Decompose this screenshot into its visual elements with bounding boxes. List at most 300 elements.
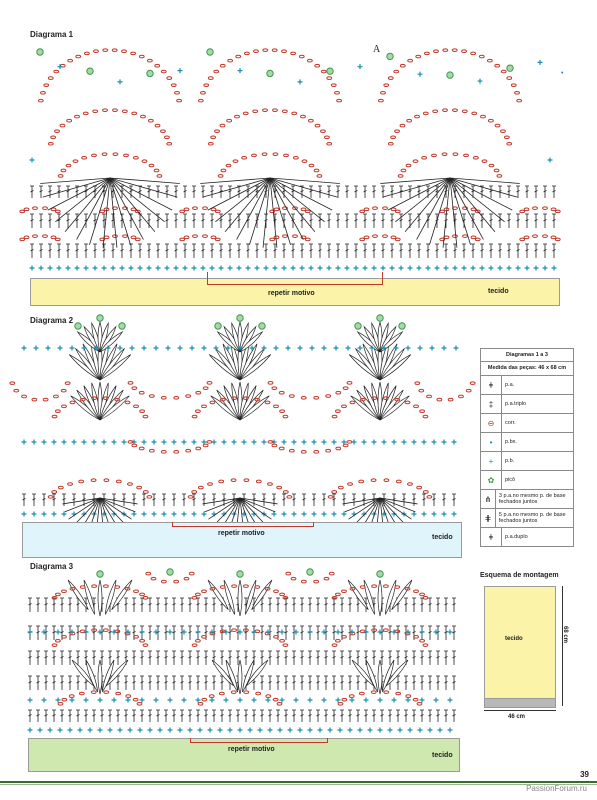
chain-mark: [395, 238, 400, 241]
diagram-2-repeat-bracket: [172, 522, 314, 527]
single-crochet-mark: [48, 728, 53, 733]
single-crochet-mark: [118, 79, 123, 84]
treble-stitch-mark: [399, 244, 403, 258]
fan-stitch-mark: [48, 178, 110, 210]
single-crochet-mark: [112, 698, 117, 703]
chain-mark: [203, 207, 208, 210]
single-crochet-mark: [298, 79, 303, 84]
single-crochet-mark: [22, 440, 27, 445]
chain-mark: [324, 136, 329, 139]
treble-stitch-mark: [428, 598, 432, 612]
treble-stitch-mark: [174, 244, 178, 258]
fan-stitch-mark: [55, 178, 110, 222]
chain-mark: [475, 238, 480, 241]
single-crochet-mark: [58, 728, 63, 733]
chain-mark: [48, 77, 53, 80]
chain-mark: [497, 175, 502, 178]
chain-mark: [289, 395, 294, 398]
chain-mark: [501, 70, 506, 73]
treble-stitch-mark: [420, 598, 424, 612]
single-crochet-mark: [178, 346, 183, 351]
treble-stitch-mark: [76, 626, 80, 640]
treble-stitch-mark: [412, 651, 416, 665]
treble-stitch-icon: ǂ: [481, 376, 502, 394]
treble-stitch-mark: [201, 186, 205, 198]
treble-stitch-mark: [28, 651, 32, 665]
treble-stitch-mark: [336, 186, 340, 198]
chain-mark: [58, 703, 63, 706]
chain-mark: [265, 401, 270, 404]
treble-stitch-mark: [228, 651, 232, 665]
treble-stitch-mark: [452, 598, 456, 612]
chain-mark: [61, 169, 66, 172]
treble-stitch-mark: [183, 214, 187, 228]
chain-mark: [55, 410, 60, 413]
treble-stitch-mark: [432, 494, 436, 506]
diagram-2-chart: [10, 315, 475, 536]
treble-stitch-mark: [435, 244, 439, 258]
picot-mark: [377, 315, 383, 321]
chain-mark: [161, 130, 166, 133]
treble-stitch-mark: [284, 651, 288, 665]
treble-stitch-mark: [480, 244, 484, 258]
chain-mark: [253, 110, 258, 113]
single-crochet-mark: [390, 266, 395, 271]
chain-mark: [515, 91, 520, 94]
chain-mark: [381, 91, 386, 94]
diagram-1-title: Diagrama 1: [30, 30, 74, 39]
treble-stitch-mark: [498, 214, 502, 228]
single-crochet-mark: [202, 346, 207, 351]
treble-stitch-mark: [116, 676, 120, 690]
chain-mark: [373, 207, 378, 210]
single-crochet-mark: [30, 158, 35, 163]
fan-stitch-mark: [215, 178, 270, 222]
treble-stitch-mark: [327, 244, 331, 258]
single-crochet-mark: [435, 266, 440, 271]
chain-mark: [289, 449, 294, 452]
treble-stitch-mark: [44, 710, 48, 722]
chain-mark: [128, 382, 133, 385]
treble-stitch-mark: [345, 244, 349, 258]
chain-mark: [157, 175, 162, 178]
chain-mark: [102, 153, 107, 156]
treble-stitch-mark: [272, 494, 276, 506]
treble-stitch-mark: [108, 710, 112, 722]
picot-mark: [37, 49, 43, 55]
treble-stitch-mark: [318, 244, 322, 258]
treble-stitch-mark: [417, 186, 421, 198]
single-crochet-mark: [548, 158, 553, 163]
treble-stitch-mark: [148, 598, 152, 612]
legend-label: 3 p.a.no mesmo p. de base fechados juntos: [498, 493, 566, 505]
single-crochet-mark: [362, 440, 367, 445]
chain-mark: [193, 235, 198, 238]
chain-mark: [220, 124, 225, 127]
chain-mark: [422, 156, 427, 159]
chain-mark: [134, 590, 139, 593]
treble-stitch-mark: [516, 186, 520, 198]
single-crochet-mark: [148, 728, 153, 733]
chain-mark: [137, 486, 142, 489]
chain-mark: [342, 590, 347, 593]
chain-mark: [48, 496, 53, 499]
treble-stitch-mark: [92, 651, 96, 665]
picot-mark: [147, 70, 153, 76]
treble-stitch-mark: [436, 651, 440, 665]
single-crochet-mark: [420, 698, 425, 703]
chain-mark: [280, 639, 285, 642]
single-crochet-mark: [406, 698, 411, 703]
chain-mark: [211, 136, 216, 139]
treble-stitch-mark: [292, 710, 296, 722]
chain-mark: [335, 639, 340, 642]
treble-stitch-mark: [52, 710, 56, 722]
treble-stitch-mark: [68, 710, 72, 722]
single-crochet-mark: [268, 728, 273, 733]
single-crochet-mark: [288, 728, 293, 733]
single-crochet-mark: [282, 512, 287, 517]
treble-stitch-mark: [308, 676, 312, 690]
chain-mark: [126, 695, 131, 698]
single-crochet-mark: [165, 266, 170, 271]
chain-mark: [104, 691, 109, 694]
treble-stitch-mark: [268, 676, 272, 690]
treble-stitch-mark: [188, 651, 192, 665]
treble-stitch-mark: [252, 710, 256, 722]
chain-mark: [464, 154, 469, 157]
treble-stitch-mark: [308, 598, 312, 612]
treble-stitch-mark: [436, 676, 440, 690]
single-crochet-mark: [232, 440, 237, 445]
chain-mark: [62, 698, 67, 701]
chain-mark: [242, 156, 247, 159]
treble-stitch-mark: [282, 244, 286, 258]
chain-mark: [443, 109, 448, 112]
treble-stitch-mark: [180, 651, 184, 665]
chain-mark: [132, 444, 137, 447]
chain-mark: [360, 238, 365, 241]
single-crochet-mark: [273, 266, 278, 271]
chain-mark: [207, 441, 212, 444]
treble-stitch-mark: [336, 244, 340, 258]
single-crochet-mark: [538, 60, 543, 65]
chain-mark: [315, 124, 320, 127]
single-crochet-mark: [255, 266, 260, 271]
treble-stitch-mark: [372, 651, 376, 665]
treble-stitch-mark: [356, 710, 360, 722]
chain-mark: [244, 52, 249, 55]
treble-stitch-mark: [148, 710, 152, 722]
single-crochet-mark: [118, 346, 123, 351]
single-crochet-mark: [154, 346, 159, 351]
chain-mark: [177, 99, 182, 102]
scheme-height-dimension: [562, 586, 563, 706]
chain-mark: [324, 577, 329, 580]
single-crochet-mark: [430, 346, 435, 351]
single-crochet-mark: [168, 630, 173, 635]
chain-mark: [61, 389, 66, 392]
treble-stitch-mark: [188, 626, 192, 640]
single-crochet-mark: [318, 728, 323, 733]
chain-mark: [307, 59, 312, 62]
treble-stitch-mark: [534, 186, 538, 198]
single-crochet-mark: [480, 266, 485, 271]
single-crochet-mark: [214, 346, 219, 351]
chain-mark: [398, 175, 403, 178]
chain-mark: [359, 480, 364, 483]
treble-stitch-mark: [516, 244, 520, 258]
diagram-3-repeat-label: repetir motivo: [228, 746, 275, 753]
chain-mark: [420, 593, 425, 596]
cluster-5-icon: ⋕: [481, 509, 496, 527]
chain-mark: [43, 235, 48, 238]
treble-stitch-mark: [282, 494, 286, 506]
treble-stitch-mark: [412, 598, 416, 612]
treble-stitch-mark: [204, 676, 208, 690]
treble-stitch-mark: [183, 244, 187, 258]
treble-stitch-mark: [132, 651, 136, 665]
footer-rule-thin: [0, 784, 597, 785]
double-treble-icon: ǂ: [481, 528, 502, 546]
chain-mark: [255, 586, 260, 589]
single-crochet-mark: [478, 79, 483, 84]
treble-stitch-mark: [268, 651, 272, 665]
chain-mark: [301, 396, 306, 399]
treble-stitch-mark: [345, 186, 349, 198]
chain-mark: [444, 236, 449, 239]
chain-mark: [329, 572, 334, 575]
chain-mark: [272, 387, 277, 390]
treble-stitch-mark: [292, 598, 296, 612]
chain-mark: [287, 496, 292, 499]
scheme-title: Esquema de montagem: [480, 572, 559, 579]
chain-mark: [161, 451, 166, 454]
legend-row: [481, 395, 573, 414]
treble-stitch-mark: [324, 651, 328, 665]
treble-stitch-mark: [292, 494, 296, 506]
chain-mark: [343, 387, 348, 390]
chain-mark: [424, 52, 429, 55]
treble-stitch-mark: [164, 626, 168, 640]
single-crochet-mark: [92, 440, 97, 445]
treble-stitch-mark: [291, 244, 295, 258]
chain-mark: [383, 629, 388, 632]
treble-stitch-mark: [188, 676, 192, 690]
treble-stitch-mark: [428, 710, 432, 722]
single-crochet-mark: [130, 346, 135, 351]
cluster-mark: [378, 660, 382, 694]
single-crochet-mark: [222, 512, 227, 517]
single-crochet-mark: [336, 266, 341, 271]
single-crochet-mark: [286, 346, 291, 351]
chain-mark: [314, 451, 319, 454]
single-crochet-mark: [408, 266, 413, 271]
treble-stitch-mark: [30, 214, 34, 228]
treble-stitch-mark: [196, 710, 200, 722]
single-crochet-mark: [363, 266, 368, 271]
chain-mark: [198, 99, 203, 102]
treble-stitch-mark: [444, 676, 448, 690]
single-crochet-mark: [292, 440, 297, 445]
chain-mark: [551, 236, 556, 239]
single-crochet-mark: [208, 728, 213, 733]
chain-mark: [202, 698, 207, 701]
chain-mark: [73, 160, 78, 163]
single-crochet-mark: [453, 266, 458, 271]
chain-mark: [487, 59, 492, 62]
chain-mark: [231, 691, 236, 694]
single-crochet-mark: [196, 630, 201, 635]
chain-mark: [395, 130, 400, 133]
single-crochet-mark: [210, 266, 215, 271]
scheme-width-dimension: [484, 710, 556, 711]
single-crochet-mark: [308, 728, 313, 733]
chain-mark: [327, 142, 332, 145]
chain-mark: [488, 119, 493, 122]
chain-mark: [79, 692, 84, 695]
chain-mark: [342, 698, 347, 701]
footer-rule: [0, 781, 597, 783]
treble-stitch-mark: [28, 676, 32, 690]
chain-mark: [423, 415, 428, 418]
single-crochet-mark: [156, 266, 161, 271]
chain-mark: [132, 112, 137, 115]
single-crochet-mark: [84, 698, 89, 703]
diagram-1-chart: [20, 49, 560, 271]
fan-stitch-mark: [208, 178, 270, 210]
treble-stitch-mark: [444, 651, 448, 665]
treble-stitch-mark: [428, 676, 432, 690]
treble-stitch-mark: [140, 710, 144, 722]
single-crochet-mark: [172, 512, 177, 517]
treble-stitch-mark: [388, 651, 392, 665]
chain-mark: [174, 451, 179, 454]
treble-stitch-mark: [84, 244, 88, 258]
single-crochet-mark: [152, 440, 157, 445]
treble-stitch-mark: [210, 214, 214, 228]
chain-mark: [372, 585, 377, 588]
chain-mark: [189, 572, 194, 575]
single-crochet-mark: [142, 440, 147, 445]
treble-stitch-mark: [292, 651, 296, 665]
single-crochet-mark: [196, 698, 201, 703]
single-crochet-mark: [345, 266, 350, 271]
chain-mark: [279, 391, 284, 394]
treble-stitch-mark: [140, 676, 144, 690]
chain-mark: [92, 585, 97, 588]
treble-stitch-mark: [132, 494, 136, 506]
single-crochet-mark: [346, 346, 351, 351]
treble-stitch-mark: [276, 598, 280, 612]
treble-stitch-mark: [420, 710, 424, 722]
chain-mark: [473, 156, 478, 159]
chain-mark: [432, 154, 437, 157]
treble-stitch-mark: [332, 676, 336, 690]
chain-mark: [408, 59, 413, 62]
single-crochet-mark: [219, 266, 224, 271]
chain-mark: [315, 64, 320, 67]
treble-stitch-mark: [204, 710, 208, 722]
treble-stitch-mark: [302, 494, 306, 506]
treble-stitch-mark: [402, 494, 406, 506]
treble-stitch-mark: [284, 598, 288, 612]
chain-mark: [137, 703, 142, 706]
treble-stitch-mark: [381, 244, 385, 258]
treble-stitch-mark: [324, 676, 328, 690]
treble-stitch-mark: [132, 710, 136, 722]
chain-mark: [226, 164, 231, 167]
treble-stitch-mark: [381, 186, 385, 198]
single-crochet-mark: [358, 64, 363, 69]
chain-mark: [350, 401, 355, 404]
chain-mark: [143, 415, 148, 418]
treble-stitch-mark: [420, 676, 424, 690]
treble-stitch-mark: [220, 676, 224, 690]
treble-stitch-mark: [268, 710, 272, 722]
treble-stitch-mark: [525, 244, 529, 258]
chain-mark: [414, 590, 419, 593]
picot-mark: [119, 323, 125, 329]
chain-mark: [148, 119, 153, 122]
single-crochet-mark: [525, 266, 530, 271]
diagram-1-repeat-label: repetir motivo: [268, 290, 315, 297]
chain-mark: [55, 639, 60, 642]
single-crochet-mark: [310, 346, 315, 351]
chain-mark: [327, 77, 332, 80]
treble-stitch-mark: [28, 710, 32, 722]
chain-mark: [507, 142, 512, 145]
chain-mark: [235, 115, 240, 118]
chain-mark: [280, 410, 285, 413]
chain-mark: [171, 84, 176, 87]
chain-mark: [215, 238, 220, 241]
chain-mark: [292, 112, 297, 115]
chain-mark: [440, 210, 445, 213]
chain-mark: [164, 136, 169, 139]
treble-stitch-mark: [39, 214, 43, 228]
chain-mark: [263, 109, 268, 112]
chain-mark: [427, 496, 432, 499]
single-crochet-mark: [88, 728, 93, 733]
single-crochet-mark: [32, 440, 37, 445]
chain-mark: [203, 235, 208, 238]
treble-stitch-mark: [68, 676, 72, 690]
treble-stitch-mark: [363, 244, 367, 258]
single-crochet-mark: [448, 728, 453, 733]
single-crochet-mark: [388, 728, 393, 733]
single-crochet-mark: [392, 698, 397, 703]
chain-mark: [62, 590, 67, 593]
treble-stitch-mark: [60, 676, 64, 690]
single-crochet-mark: [274, 346, 279, 351]
single-crochet-mark: [108, 728, 113, 733]
single-crochet-mark: [222, 440, 227, 445]
treble-stitch-mark: [436, 598, 440, 612]
chain-mark: [433, 110, 438, 113]
treble-stitch-mark: [192, 214, 196, 228]
chain-mark: [62, 405, 67, 408]
treble-stitch-mark: [156, 244, 160, 258]
treble-stitch-mark: [340, 598, 344, 612]
chain-mark: [442, 153, 447, 156]
single-crochet-mark: [188, 728, 193, 733]
treble-stitch-mark: [345, 214, 349, 228]
chain-mark: [471, 236, 476, 239]
treble-stitch-mark: [172, 598, 176, 612]
treble-stitch-mark: [408, 244, 412, 258]
chain-mark: [123, 235, 128, 238]
